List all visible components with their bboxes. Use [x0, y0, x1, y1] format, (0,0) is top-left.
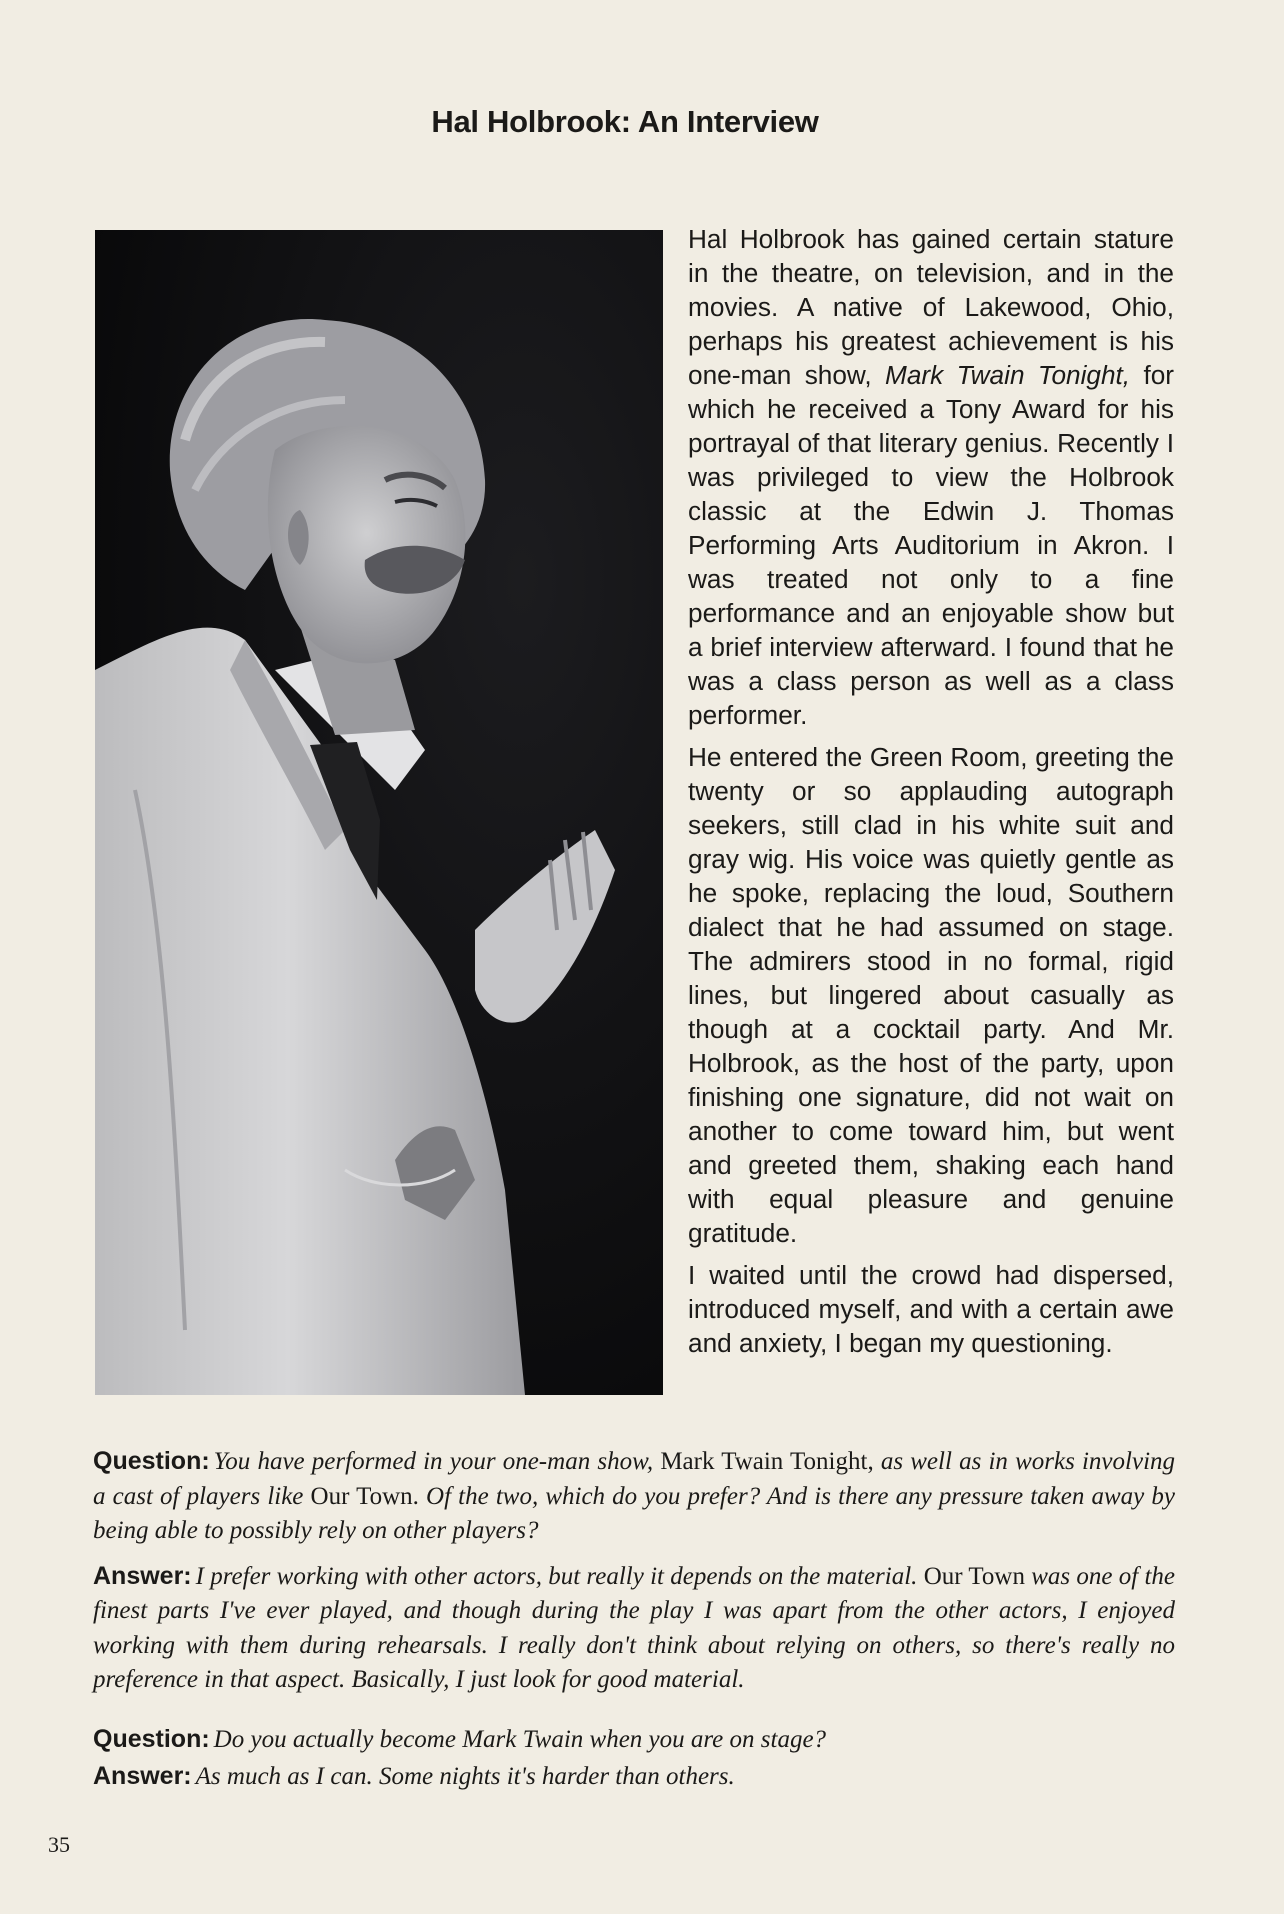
intro-text — [688, 222, 1174, 1368]
intro-paragraph — [688, 222, 1174, 732]
question-text — [214, 1726, 826, 1753]
roman-run: He entered the Green Room, greeting the twenty or so applauding autograph seekers, still clad in his white suit and gray wig. His voice was quietly gentle as he spoke, replacing the loud, Southern dialect that he had assumed on stage. The admirers stood in no formal, rigid lines, but lingered about casually as though at a cocktail party. And Mr. Holbrook, as the host of the party, upon finishing one signature, did not wait on another to come toward him, but went and greeted them, shaking each hand with equal pleasure and genuine gratitude. — [688, 742, 1174, 1248]
italic-run: Mark Twain Tonight, — [885, 360, 1131, 390]
roman-run: for which he received a Tony Award for his portrayal of that literary genius. Recently I was privileged to view the Holbrook classic at the Edwin J. Thomas Performing Arts Auditorium in Akron. I was treated not only to a fine performance and an enjoyable show but a brief interview afterward. I found that he was a class person as well as a class performer. — [688, 360, 1175, 730]
roman-run: Our Town. — [310, 1482, 419, 1510]
question-label: Question: — [93, 1724, 210, 1753]
italic-run: You have performed in your one-man show, — [213, 1448, 661, 1475]
qa-entry-question — [93, 1722, 1175, 1758]
qa-entry-answer — [93, 1759, 1175, 1795]
qa-entry-question — [93, 1444, 1175, 1549]
portrait-photo — [95, 230, 663, 1395]
article-title: Hal Holbrook: An Interview — [431, 104, 819, 139]
answer-text — [196, 1763, 735, 1790]
question-label: Question: — [93, 1447, 210, 1475]
italic-run: As much as I can. Some nights it's harder than others. — [195, 1763, 735, 1790]
roman-run: Hal Holbrook has gained certain stature in the theatre, on television, and in the movies. A native of Lakewood, Ohio, perhaps his greatest achievement is his one-man show, — [688, 224, 1174, 390]
page-number: 35 — [48, 1832, 70, 1857]
italic-run: I prefer working with other actors, but really it depends on the material. — [195, 1562, 924, 1590]
interview-qa — [93, 1444, 1175, 1805]
italic-run: Of the two, which do you prefer? And is there any pressure taken away by being able to possibly rely on other players? — [93, 1482, 1175, 1544]
roman-run: Mark Twain Tonight, — [660, 1448, 874, 1475]
italic-run: as well as in works involving a cast of players like — [93, 1448, 1176, 1510]
italic-run: was one of the finest parts I've ever played, and though during the play I was apart from the other actors, I enjoyed working with them during rehearsals. I really don't think about relying on others, so there's really no preference in that aspect. Basically, I just look for good material. — [93, 1562, 1175, 1693]
roman-run: Our Town — [923, 1562, 1025, 1590]
intro-paragraph — [688, 740, 1174, 1250]
answer-label: Answer: — [93, 1561, 192, 1590]
question-text — [93, 1448, 1175, 1544]
answer-text — [93, 1563, 1175, 1694]
intro-paragraph — [688, 1258, 1174, 1360]
italic-run: Do you actually become Mark Twain when you are on stage? — [213, 1725, 827, 1753]
answer-label: Answer: — [93, 1762, 192, 1790]
qa-entry-answer — [93, 1559, 1175, 1698]
roman-run: I waited until the crowd had dispersed, introduced myself, and with a certain awe and anxiety, I began my questioning. — [688, 1260, 1174, 1358]
